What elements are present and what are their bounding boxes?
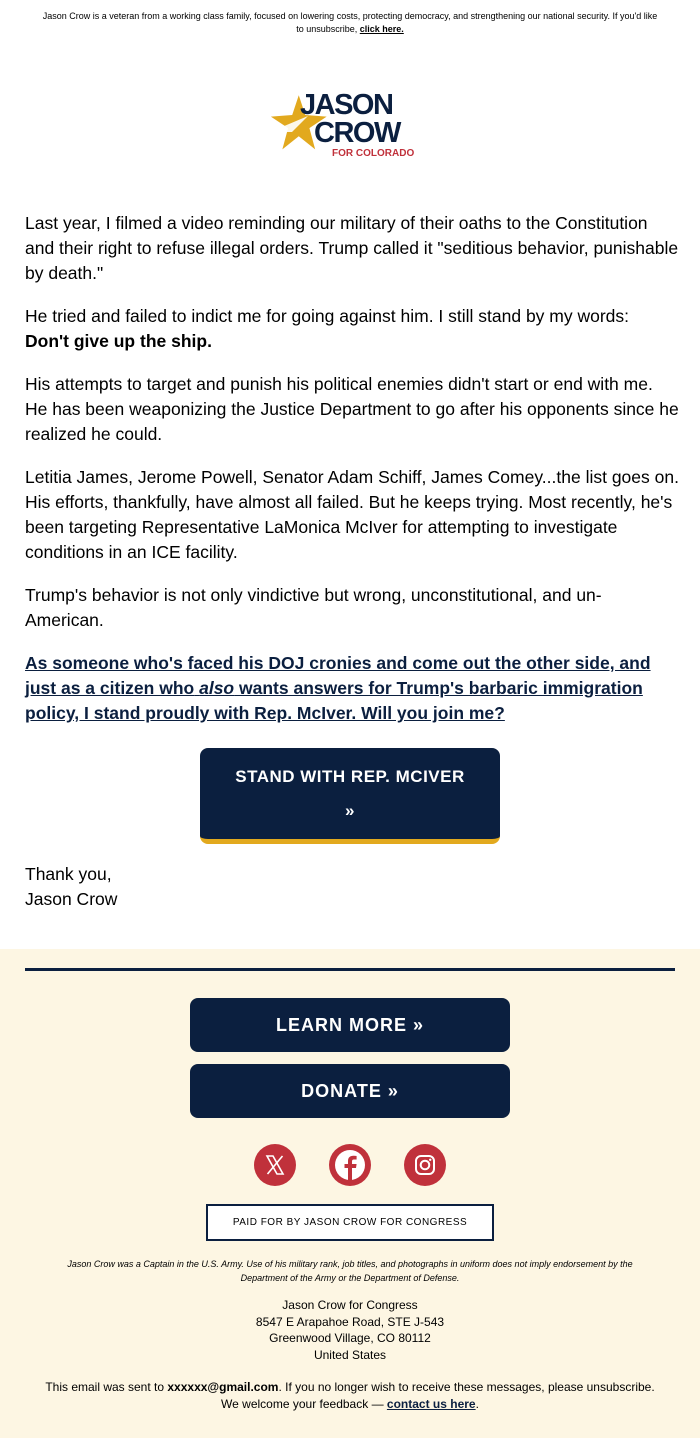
- logo-line-2: CROW: [314, 117, 400, 149]
- signature-name: Jason Crow: [25, 889, 118, 909]
- logo-line-1: JASON: [300, 89, 393, 121]
- footer: [0, 949, 700, 1438]
- sent-to-notice: This email was sent to xxxxxx@gmail.com. If you no longer wish to receive these messages, please unsubscribe. We welcome your feedback — contact us here.: [45, 1380, 655, 1411]
- paragraph-2: He tried and failed to indict me for going against him. I still stand by my words: Don't give up the ship.: [25, 306, 630, 351]
- unsubscribe-link[interactable]: click here.: [359, 24, 404, 34]
- email-body: [25, 211, 680, 744]
- preheader: [40, 10, 660, 36]
- stand-with-mciver-button[interactable]: STAND WITH REP. MCIVER »: [200, 748, 500, 844]
- donate-button[interactable]: DONATE »: [190, 1064, 510, 1118]
- learn-more-button[interactable]: LEARN MORE »: [190, 998, 510, 1052]
- x-icon[interactable]: [254, 1144, 296, 1186]
- preheader-text: Jason Crow is a veteran from a working class family, focused on lowering costs, protecting democracy, and strengthening our national security. If you'd like to unsubscribe,: [42, 11, 658, 34]
- logo-line-3: FOR COLORADO: [332, 148, 415, 159]
- recipient-email: xxxxxx@gmail.com: [167, 1380, 279, 1394]
- instagram-icon[interactable]: [404, 1144, 446, 1186]
- paid-for-disclaimer: PAID FOR BY JASON CROW FOR CONGRESS: [206, 1204, 494, 1241]
- facebook-icon[interactable]: [329, 1144, 371, 1186]
- paragraph-1: Last year, I filmed a video reminding our military of their oaths to the Constitution and their right to refuse illegal orders. Trump called it "seditious behavior, punishable by death.": [25, 213, 679, 283]
- signoff: Thank you, Jason Crow: [25, 862, 117, 912]
- motto: Don't give up the ship.: [25, 331, 212, 351]
- jason-crow-logo: [262, 88, 438, 164]
- mailing-address: Jason Crow for Congress 8547 E Arapahoe Road, STE J-543 Greenwood Village, CO 80112 United States: [255, 1298, 445, 1362]
- military-disclaimer: Jason Crow was a Captain in the U.S. Army. Use of his military rank, job titles, and photographs in uniform does not imply endorsement by the Department of the Army or the Department of Defense.: [67, 1259, 633, 1283]
- divider: [25, 968, 675, 971]
- cta-inline-link[interactable]: As someone who's faced his DOJ cronies and come out the other side, and just as a citizen who also wants answers for Trump's barbaric immigration policy, I stand proudly with Rep. McIver. Will you join me?: [25, 653, 651, 723]
- paragraph-4: Letitia James, Jerome Powell, Senator Adam Schiff, James Comey...the list goes on. His efforts, thankfully, have almost all failed. But he keeps trying. Most recently, he's been targeting Representative LaMonica McIver for attempting to investigate conditions in an ICE facility.: [25, 467, 679, 562]
- paragraph-3: His attempts to target and punish his political enemies didn't start or end with me. He has been weaponizing the Justice Department to go after his opponents since he realized he could.: [25, 374, 679, 444]
- cta-paragraph: [25, 651, 680, 726]
- contact-us-link[interactable]: contact us here: [386, 1397, 476, 1411]
- paragraph-5: Trump's behavior is not only vindictive but wrong, unconstitutional, and un-American.: [25, 585, 602, 630]
- social-links: [0, 1144, 700, 1186]
